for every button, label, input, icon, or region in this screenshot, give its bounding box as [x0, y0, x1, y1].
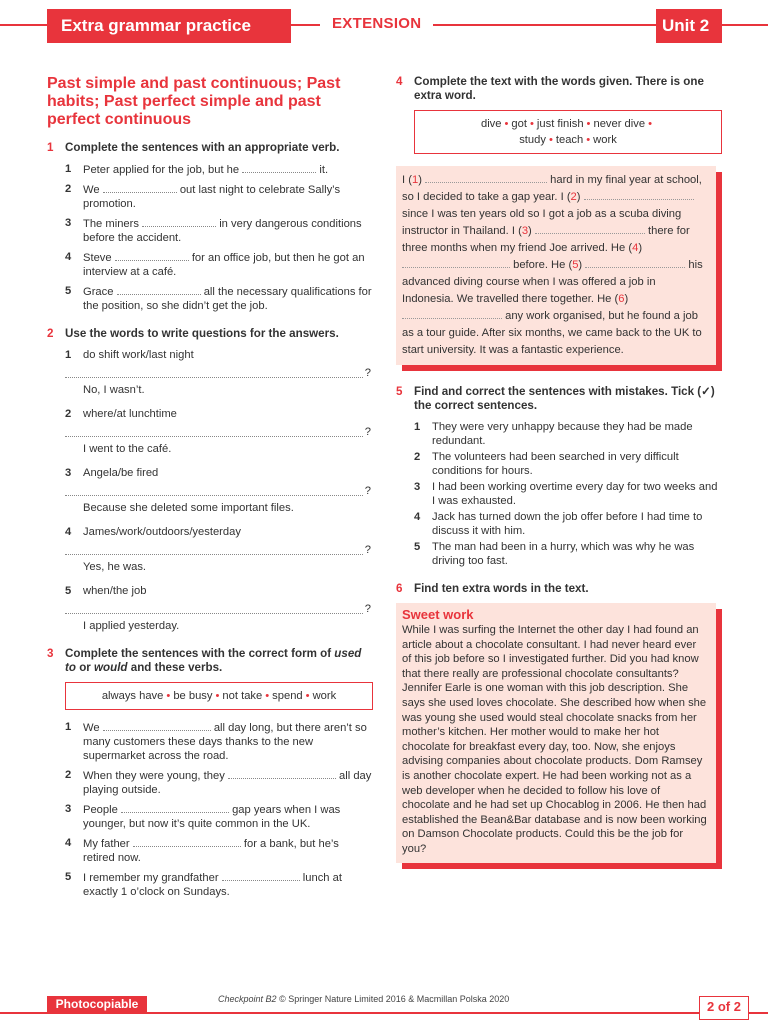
answer-gap[interactable]	[584, 189, 694, 200]
list-item: 4 Steve for an office job, but then he got an interview at a café.	[65, 251, 365, 278]
answer-line[interactable]: ?	[65, 365, 363, 378]
exercise-3-heading: 3 Complete the sentences with the correct form of used to or would and these verbs.	[47, 647, 362, 674]
list-item: 5 when/the job	[65, 585, 147, 597]
exercise-1-heading: 1 Complete the sentences with an appropriate verb.	[47, 141, 340, 154]
list-item: 2 When they were young, they all day playing outside.	[65, 769, 372, 796]
answer-gap[interactable]	[425, 172, 547, 183]
answer-gap[interactable]	[103, 182, 177, 193]
exercise-2-items	[47, 348, 373, 633]
answer-gap[interactable]	[402, 308, 502, 319]
answer-gap[interactable]	[142, 216, 216, 227]
gap-fill-text: I (1) hard in my final year at school, so I decided to take a gap year. I (2) since I was ten years old so I got a job as a scuba diving instructor in Thailand. I (3) there for three months when my friend Joe arrived. He (4) before. He (5) his advanced diving course when I was offered a job in Indonesia. We travelled there together. He (6) any work organised, but he found a job as a tour guide. After six months, we came back to the UK to start university. It was a fantastic experience.	[396, 166, 716, 365]
answer-gap[interactable]	[242, 162, 316, 173]
answer-text: I applied yesterday.	[83, 620, 180, 632]
list-item: 1 They were very unhappy because they had be made redundant.	[414, 421, 693, 447]
header-section: EXTENSION	[320, 15, 433, 32]
answer-gap[interactable]	[585, 257, 685, 268]
reading-body: While I was surfing the Internet the other day I had found an article about a chocolate consultant. I had never heard ever of this job before so I investigated further. Did you had know that there really are professional chocolate consultants? Jennifer Earle is one woman with this job description. She says she used loves chocolate. She described how when she was young she used would steal chocolate snacks from her mother’s kitchen. Her mother would to make her hot chocolate for breakfast every day, too. Now, she enjoys advising companies about chocolate products. Dom Ramsey is another chocolate expert. He had been working not as a web developer when he decided to follow his love of chocolate and he had set up Chocablog in 2006. He then had established the Bean&Bar database and is now been working on Damson Chocolate products. Could this be the job for you?	[402, 624, 707, 855]
word-box: always have • be busy • not take • spend • work	[65, 682, 373, 710]
list-item: 1 do shift work/last night	[65, 349, 194, 361]
left-column	[47, 75, 373, 904]
exercise-5-items	[414, 420, 722, 568]
answer-gap[interactable]	[228, 768, 336, 779]
list-item: 5 The man had been in a hurry, which was why he was driving too fast.	[414, 541, 695, 567]
word-box: dive • got • just finish • never dive • study • teach • work	[414, 110, 722, 154]
list-item: 5 Grace all the necessary qualifications for the position, so she didn’t get the job.	[65, 285, 372, 312]
answer-text: Yes, he was.	[83, 561, 147, 573]
list-item: 1 Peter applied for the job, but he it.	[65, 163, 329, 176]
answer-gap[interactable]	[402, 257, 510, 268]
list-item: 3 I had been working overtime every day for two weeks and I was exhausted.	[414, 481, 718, 507]
answer-gap[interactable]	[222, 870, 300, 881]
answer-line[interactable]: ?	[65, 542, 363, 555]
answer-line[interactable]: ?	[65, 483, 363, 496]
answer-gap[interactable]	[103, 720, 211, 731]
header-title: Extra grammar practice	[47, 9, 291, 43]
exercise-4-heading: 4 Complete the text with the words given. There is one extra word.	[396, 75, 704, 102]
header-unit: Unit 2	[656, 9, 722, 43]
exercise-3-items	[65, 720, 373, 899]
page-number: 2 of 2	[699, 996, 749, 1020]
list-item: 2 The volunteers had been searched in very difficult conditions for hours.	[414, 451, 679, 477]
list-item: 4 Jack has turned down the job offer before I had time to discuss it with him.	[414, 511, 703, 537]
answer-gap[interactable]	[117, 284, 201, 295]
list-item: 2 where/at lunchtime	[65, 408, 177, 420]
answer-gap[interactable]	[535, 223, 645, 234]
list-item: 5 I remember my grandfather lunch at exactly 1 o’clock on Sundays.	[65, 871, 342, 898]
exercise-6-heading: 6 Find ten extra words in the text.	[396, 582, 589, 595]
list-item: 3 People gap years when I was younger, but now it’s quite common in the UK.	[65, 803, 341, 830]
answer-line[interactable]: ?	[65, 601, 363, 614]
answer-gap[interactable]	[115, 250, 189, 261]
reading-title: Sweet work	[402, 607, 474, 622]
list-item: 4 My father for a bank, but he’s retired now.	[65, 837, 339, 864]
exercise-5-heading: 5 Find and correct the sentences with mistakes. Tick (✓) the correct sentences.	[396, 385, 715, 412]
list-item: 2 We out last night to celebrate Sally’s promotion.	[65, 183, 341, 210]
copyright: Checkpoint B2 © Springer Nature Limited 2016 & Macmillan Polska 2020	[218, 994, 510, 1004]
list-item: 1 We all day long, but there aren’t so many customers these days thanks to the new supermarket across the road.	[65, 721, 367, 762]
section-title: Past simple and past continuous; Past habits; Past perfect simple and past perfect continuous	[47, 75, 341, 128]
list-item: 3 Angela/be fired	[65, 467, 159, 479]
list-item: 3 The miners in very dangerous conditions before the accident.	[65, 217, 362, 244]
exercise-2-heading: 2 Use the words to write questions for the answers.	[47, 327, 339, 340]
answer-text: No, I wasn’t.	[83, 384, 145, 396]
answer-line[interactable]: ?	[65, 424, 363, 437]
photocopiable-badge: Photocopiable	[47, 996, 147, 1013]
list-item: 4 James/work/outdoors/yesterday	[65, 526, 241, 538]
exercise-1-items	[65, 162, 373, 313]
answer-text: I went to the café.	[83, 443, 172, 455]
answer-gap[interactable]	[121, 802, 229, 813]
answer-text: Because she deleted some important files.	[83, 502, 294, 514]
right-column	[396, 75, 722, 863]
answer-gap[interactable]	[133, 836, 241, 847]
reading-text	[396, 603, 716, 863]
